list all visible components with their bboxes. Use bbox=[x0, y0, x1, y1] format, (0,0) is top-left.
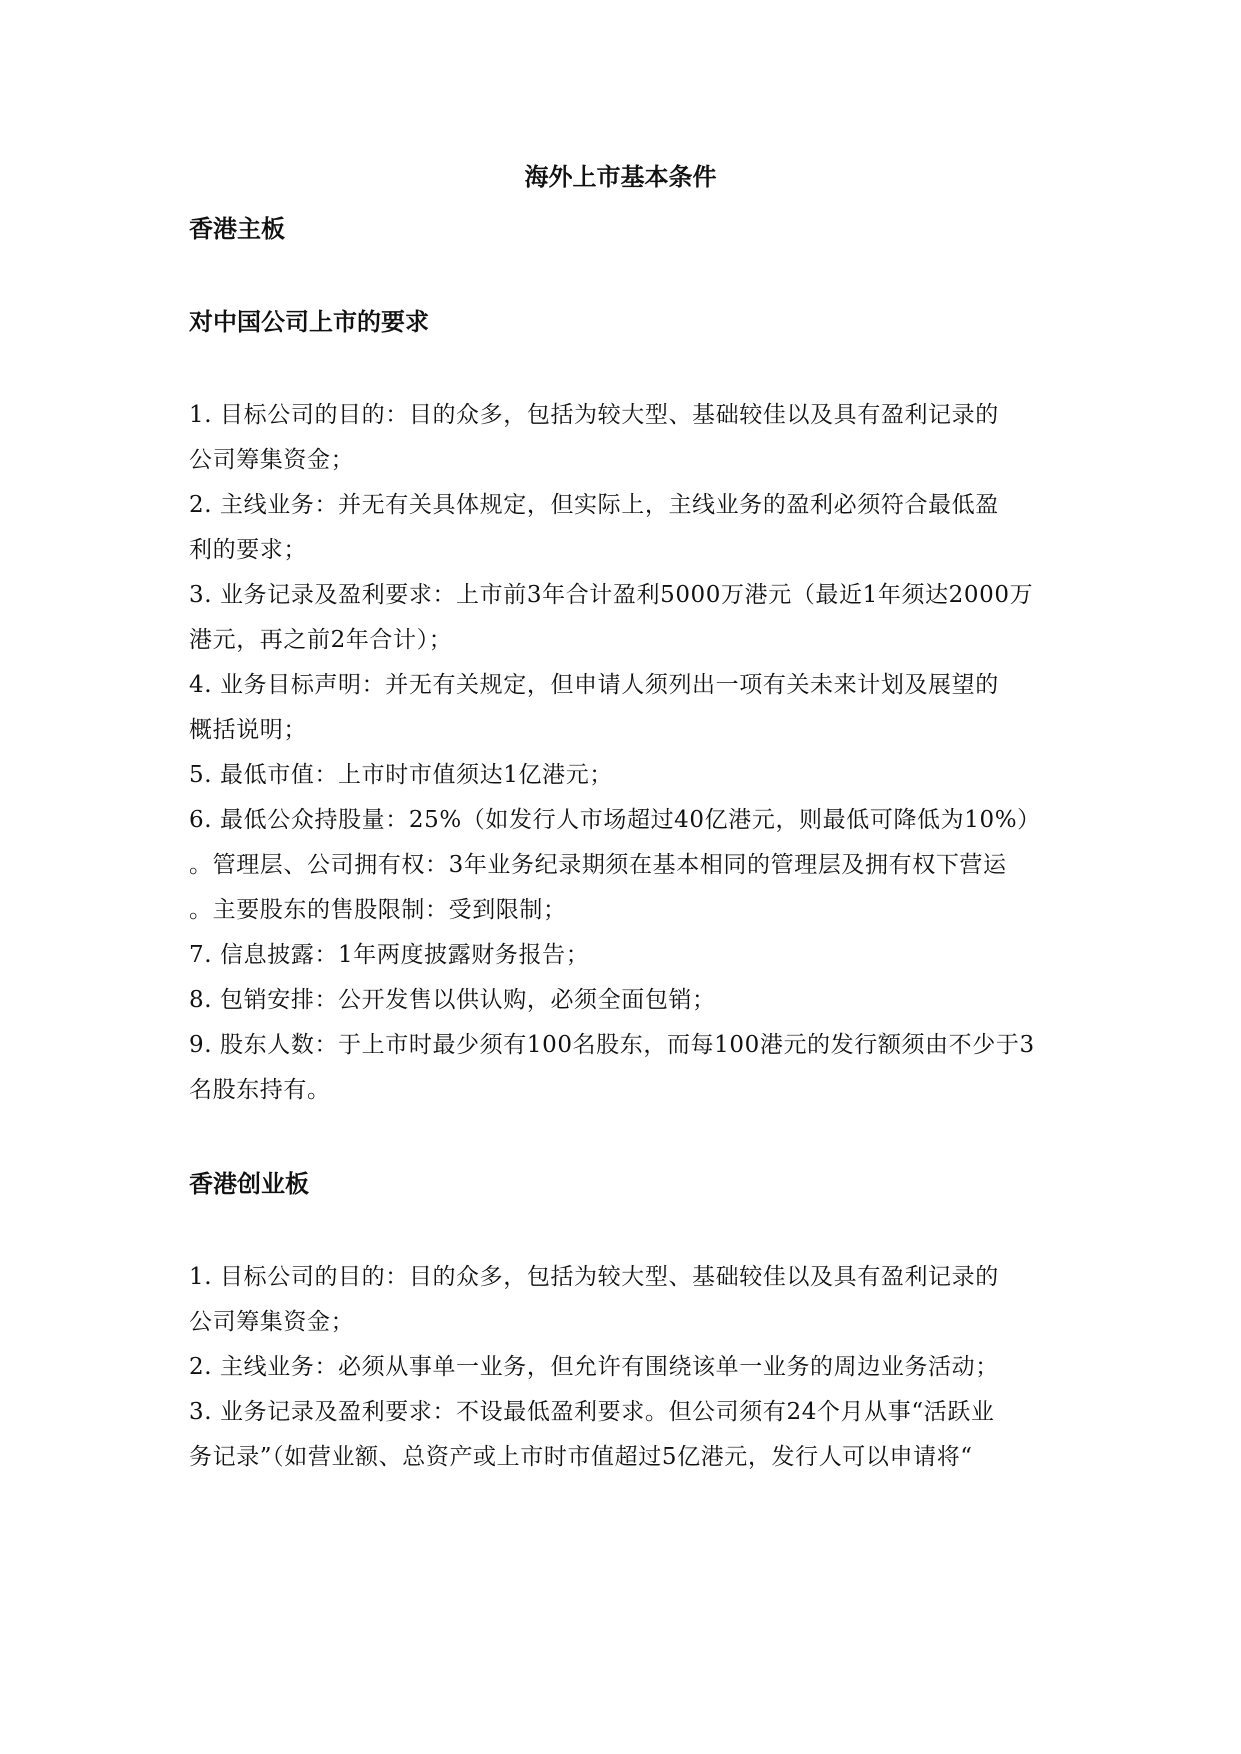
paragraph-line: 2. 主线业务：并无有关具体规定，但实际上，主线业务的盈利必须符合最低盈 bbox=[189, 492, 999, 518]
paragraph-line: 务记录”（如营业额、总资产或上市时市值超过5亿港元，发行人可以申请将“ bbox=[189, 1444, 973, 1470]
paragraph-line: 3. 业务记录及盈利要求：上市前3年合计盈利5000万港元（最近1年须达2000万 bbox=[189, 582, 1034, 608]
paragraph-line: 1. 目标公司的目的：目的众多，包括为较大型、基础较佳以及具有盈利记录的 bbox=[189, 1264, 999, 1290]
paragraph-line: 6. 最低公众持股量：25%（如发行人市场超过40亿港元，则最低可降低为10%） bbox=[189, 807, 1041, 833]
paragraph-line: 4. 业务目标声明：并无有关规定，但申请人须列出一项有关未来计划及展望的 bbox=[189, 672, 999, 698]
paragraph-line: 3. 业务记录及盈利要求：不设最低盈利要求。但公司须有24个月从事“活跃业 bbox=[189, 1399, 995, 1425]
section-heading-main-board: 香港主板 bbox=[189, 214, 285, 243]
paragraph-line: 1. 目标公司的目的：目的众多，包括为较大型、基础较佳以及具有盈利记录的 bbox=[189, 402, 999, 428]
paragraph-line: 2. 主线业务：必须从事单一业务，但允许有围绕该单一业务的周边业务活动； bbox=[189, 1354, 999, 1380]
document-title: 海外上市基本条件 bbox=[524, 162, 717, 191]
section-heading-gem: 香港创业板 bbox=[189, 1169, 309, 1198]
paragraph-line: 5. 最低市值：上市时市值须达1亿港元； bbox=[189, 762, 613, 788]
paragraph-line: 公司筹集资金； bbox=[189, 1309, 355, 1335]
paragraph-line: 8. 包销安排：公开发售以供认购，必须全面包销； bbox=[189, 987, 716, 1013]
paragraph-line: 。管理层、公司拥有权：3年业务纪录期须在基本相同的管理层及拥有权下营运 bbox=[189, 852, 1007, 878]
paragraph-line: 。主要股东的售股限制：受到限制； bbox=[189, 897, 567, 923]
paragraph-line: 7. 信息披露：1年两度披露财务报告； bbox=[189, 942, 590, 968]
paragraph-line: 利的要求； bbox=[189, 537, 307, 563]
section-subheading-china-requirements: 对中国公司上市的要求 bbox=[189, 307, 429, 336]
paragraph-line: 公司筹集资金； bbox=[189, 447, 355, 473]
paragraph-line: 概括说明； bbox=[189, 717, 307, 743]
paragraph-line: 名股东持有。 bbox=[189, 1077, 331, 1103]
paragraph-line: 港元，再之前2年合计）； bbox=[189, 627, 453, 653]
paragraph-line: 9. 股东人数：于上市时最少须有100名股东，而每100港元的发行额须由不少于3 bbox=[189, 1032, 1035, 1058]
